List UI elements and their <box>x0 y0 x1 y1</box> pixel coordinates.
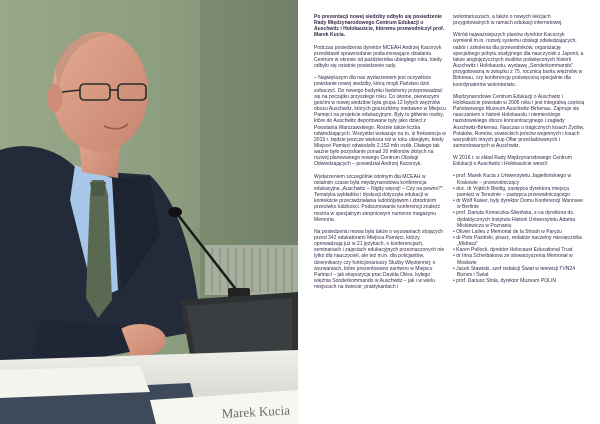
article-paragraph: Podczas posiedzenia dyrektor MCEAH Andrzej Kacorzyk przedstawił sprawozdanie podsumowujące działania Centrum w okresie od października ubiegłego roku, kiedy odbyło się ostatnie posiedzenie rady. <box>314 44 442 70</box>
article-paragraph: Międzynarodowe Centrum Edukacji o Auschwitz i Holokauście powstało w 2005 roku i jest integralną częścią Państwowego Muzeum Auschwitz-Birkenau. Zajmuje się nauczaniem o historii Holokaustu i niemieckiego nazistowskiego obozu koncentracyjnego i zagłady Auschwitz-Birkenau. Nauczas o tragicznych losach Żydów, Polaków, Romów, sowieckich jeńców wojennych i losach wszystkich innych grup Ofiar prześladowanych i zamordowanych w Auschwitz. <box>453 93 585 149</box>
list-item: • prof. Danuta Konieczka-Śliwińska, z-ca dyrektora ds. dydaktycznych Instytutu Historii Uniwersytetu Adama Mickiewicza w Poznaniu <box>453 210 585 228</box>
article-paragraph: Na posiedzeniu mowa była także o wyzwaniach stojących przed 342 edukatorami Miejsca Pamięci, którzy oprowadzają już w 21 językach, o konferencjach, seminariach i zajęciach edukacyjnych przeznaczonych nie tylko dla nauczycieli, ale też m.in. dla policjantów, dziennikarzy czy funkcjonariuszy Służby Więziennej; o wyzwaniach, które prezentowano zarówno w Miejscu Pamięci – jak ekspozycja prac Davida Oléra, byłego więźnia Sonderkommando w Auschwitz – jak i w wielu miejscach na świecie; praktykantach i <box>314 228 445 291</box>
nameplate-text: Marek Kucia <box>221 402 291 421</box>
list-item: • doc. dr Vojtěch Blodig, zastępca dyrektora miejsca pamięci w Terezinie – zastępca przewodniczącego <box>453 186 585 198</box>
article-paragraph: W 2016 r. w skład Rady Międzynarodowego Centrum Edukacji o Auschwitz i Holokauście weszli: <box>453 155 572 168</box>
list-item: • Jacek Stawiski, szef redakcji Świat w telewizji TVN24 Biznes i Świat <box>453 266 585 278</box>
list-item: • prof. Dariusz Stola, dyrektor Muzeum POLIN <box>453 278 585 284</box>
list-item: • Olivier Lalieu z Memorial de la Shoah w Paryżu <box>453 229 585 235</box>
council-member-list <box>453 173 585 284</box>
radiator <box>205 245 298 295</box>
article-paragraph: wolontariuszach, a także o nowych lekcjach przygotowanych w ramach edukacji internetowej. <box>453 14 563 27</box>
article-column-right <box>453 14 585 284</box>
article-paragraph: – Największym dla nas wydarzeniem jest oczywiście powstanie nowej siedziby, którą mogli Państwo dziś zobaczyć. Do nowego budynku będziemy przeprowadzać się na początku przyszłego roku. Co istotne, pierwszymi gośćmi w nowej siedzibie była grupa 12 byłych więźniów obozu Auschwitz, których goszczliśmy niedawno w Miejscu Pamięci na projekcie edukacyjnym. Były to głównie osoby, które do Auschwitz deportowane były jako dzieci z Powstania Warszawskiego. Rośnie także liczba odwiedzających. Wszystko wskazuje na to, iż frekwencja w 2019 r. będzie jeszcze większa niż w roku ubiegłym, kiedy Miejsce Pamięci odwiedziło 2,152 mln osób. Dlatego tak ważne było pozyskanie ponad 20 milionów złotych na rozwój planowanego nowego Centrum Obsługi Odwiedzających – powiedział Andrzej Kacorzyk. <box>314 75 446 168</box>
article-paragraph: Wśród najważniejszych planów dyrektor Kacorzyk wymienił m.in. rozwój systemu obsługi odwiedzających, nabór i szkolenia dla przewodników, organizację specjalnego pobytu studyjnego dla nauczycieli z Japonii, a także anglojęzycznych studiów poświęconych historii Auschwitz i Holokaustu, wystawę „Sonderkommando” przygotowaną w związku z 75. rocznicą buntu więźniów w Birkenau, czy konferencję poświęconą specjalnie dla koordynatorów wolontariatu. <box>453 32 584 88</box>
list-item: • dr Piotr Paziński, pisarz, redaktor naczelny miesięcznika „Midrasz” <box>453 235 585 247</box>
list-item: • Karen Pollock, dyrektor Holocaust Educational Trust <box>453 247 585 253</box>
list-item: • prof. Marek Kucia z Uniwersytetu Jagiellońskiego w Krakowie – przewodniczący <box>453 173 585 185</box>
list-item: • dr Wolf Kaiser, były dyrektor Domu Konferencji Wannsee w Berlinie <box>453 198 585 210</box>
list-item: • dr Irina Scherbakova ze stowarzyszenia Memoriał w Moskwie <box>453 253 585 265</box>
article-column-left <box>314 14 446 296</box>
article-paragraph: Wydarzeniem szczególnie istotnym dla MCEAH w ostatnim czasie była międzynarodowa konferencja edukacyjna „Auschwitz – Nigdy więcej! – Czy na pewno?”. Tematyka wykładów i dyskusji dotyczyła edukacji w kontekście przeciwdziałania ludobójstwom i zbrodniom przeciwko ludzkości. Podsumowanie konferencji znaleźć można w specjalnym zierpniowym numerze magazynu Memoria. <box>314 173 445 223</box>
article-lead: Po prezentacji nowej siedziby odbyło się posiedzenie Rady Międzynarodowego Centrum Edukacji o Auschwitz i Holokauście, któremu przewodniczył prof. Marek Kucia. <box>314 14 445 39</box>
speaker-photo <box>0 0 298 424</box>
